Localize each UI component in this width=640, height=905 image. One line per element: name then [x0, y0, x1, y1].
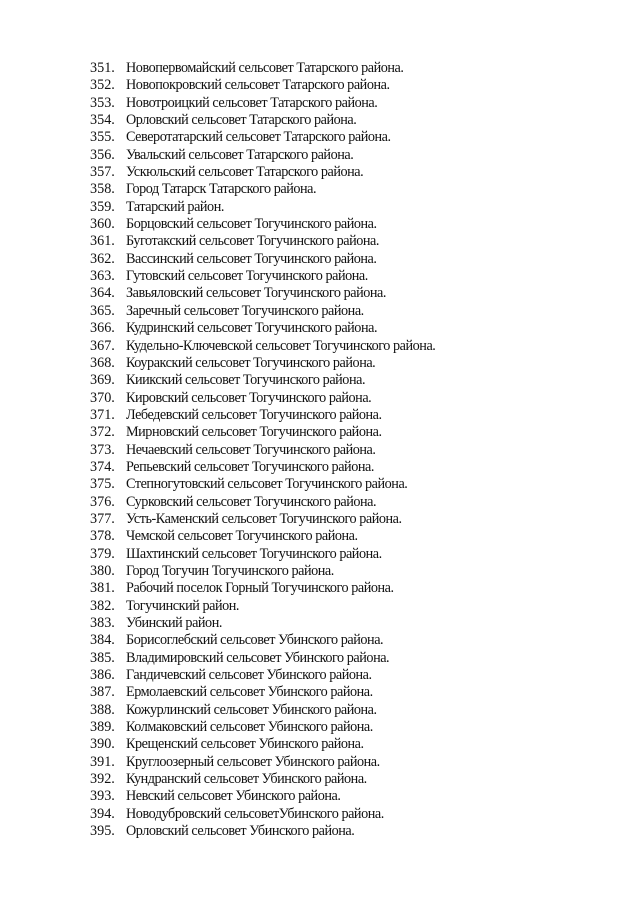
item-text: Борцовский сельсовет Тогучинского района.: [126, 216, 377, 233]
item-number: 391.: [90, 753, 115, 770]
list-item: [90, 181, 610, 198]
item-number: 374.: [90, 458, 115, 475]
item-text: Татарский район.: [126, 198, 224, 215]
item-number: 364.: [90, 285, 115, 302]
item-text: Кировский сельсовет Тогучинского района.: [126, 389, 372, 406]
item-number: 395.: [90, 823, 115, 840]
item-number: 388.: [90, 701, 115, 718]
item-number: 356.: [90, 146, 115, 163]
list-item: [90, 754, 610, 771]
item-number: 353.: [90, 94, 115, 111]
list-item: [90, 632, 610, 649]
list-item: [90, 528, 610, 545]
numbered-list: [90, 60, 610, 840]
item-text: Гутовский сельсовет Тогучинского района.: [126, 268, 368, 285]
list-item: [90, 233, 610, 250]
item-number: 358.: [90, 181, 115, 198]
item-number: 366.: [90, 320, 115, 337]
item-number: 394.: [90, 805, 115, 822]
list-item: [90, 216, 610, 233]
list-item: [90, 338, 610, 355]
item-number: 360.: [90, 216, 115, 233]
list-item: [90, 407, 610, 424]
list-item: [90, 511, 610, 528]
item-number: 380.: [90, 562, 115, 579]
list-item: [90, 494, 610, 511]
list-item: [90, 563, 610, 580]
item-text: Нечаевский сельсовет Тогучинского района.: [126, 441, 376, 458]
item-number: 389.: [90, 719, 115, 736]
item-text: Убинский район.: [126, 615, 222, 631]
list-item: [90, 650, 610, 667]
item-number: 386.: [90, 667, 115, 684]
item-text: Киикский сельсовет Тогучинского района.: [126, 372, 366, 389]
list-item: [90, 788, 610, 805]
item-text: Лебедевский сельсовет Тогучинского района.: [126, 406, 382, 423]
item-number: 351.: [90, 60, 115, 76]
list-item: [90, 823, 610, 840]
list-item: [90, 390, 610, 407]
item-text: Ермолаевский сельсовет Убинского района.: [126, 684, 373, 701]
list-item: [90, 476, 610, 493]
item-text: Шахтинский сельсовет Тогучинского района.: [126, 545, 382, 562]
item-text: Город Татарск Татарского района.: [126, 181, 317, 198]
item-number: 384.: [90, 632, 115, 649]
item-text: Кудельно-Ключевской сельсовет Тогучинского района.: [126, 337, 436, 354]
list-item: [90, 60, 610, 77]
item-text: Крещенский сельсовет Убинского района.: [126, 736, 364, 753]
item-text: Степногутовский сельсовет Тогучинского района.: [126, 476, 408, 493]
item-number: 365.: [90, 302, 115, 319]
item-number: 371.: [90, 406, 115, 423]
list-item: [90, 598, 610, 615]
list-item: [90, 684, 610, 701]
item-text: Орловский сельсовет Татарского района.: [126, 112, 357, 129]
list-item: [90, 95, 610, 112]
list-item: [90, 702, 610, 719]
item-text: Буготакский сельсовет Тогучинского района.: [126, 233, 379, 250]
list-item: [90, 771, 610, 788]
list-item: [90, 667, 610, 684]
item-number: 390.: [90, 736, 115, 753]
item-text: Завьяловский сельсовет Тогучинского района.: [126, 285, 386, 302]
item-number: 393.: [90, 788, 115, 805]
item-number: 382.: [90, 597, 115, 614]
item-text: Рабочий поселок Горный Тогучинского района.: [126, 580, 394, 597]
item-number: 379.: [90, 545, 115, 562]
list-item: [90, 372, 610, 389]
item-number: 381.: [90, 580, 115, 597]
list-item: [90, 199, 610, 216]
item-text: Усть-Каменский сельсовет Тогучинского района.: [126, 510, 402, 527]
item-number: 383.: [90, 615, 115, 631]
item-text: Гандичевский сельсовет Убинского района.: [126, 667, 372, 684]
item-number: 357.: [90, 164, 115, 181]
item-text: Новодубровский сельсоветУбинского района.: [126, 805, 384, 822]
item-text: Кундранский сельсовет Убинского района.: [126, 771, 367, 788]
item-text: Борисоглебский сельсовет Убинского района.: [126, 632, 384, 649]
item-text: Круглоозерный сельсовет Убинского района.: [126, 753, 380, 770]
item-text: Репьевский сельсовет Тогучинского района.: [126, 458, 374, 475]
item-text: Невский сельсовет Убинского района.: [126, 788, 341, 805]
item-text: Сурковский сельсовет Тогучинского района.: [126, 493, 377, 510]
item-number: 355.: [90, 129, 115, 146]
item-number: 369.: [90, 372, 115, 389]
item-number: 376.: [90, 493, 115, 510]
item-text: Мирновский сельсовет Тогучинского района.: [126, 424, 382, 441]
item-number: 385.: [90, 649, 115, 666]
list-item: [90, 147, 610, 164]
list-item: [90, 580, 610, 597]
item-text: Орловский сельсовет Убинского района.: [126, 823, 355, 840]
item-number: 378.: [90, 528, 115, 545]
list-item: [90, 303, 610, 320]
item-text: Кудринский сельсовет Тогучинского района.: [126, 320, 378, 337]
list-item: [90, 251, 610, 268]
item-text: Вассинский сельсовет Тогучинского района.: [126, 250, 377, 267]
item-number: 368.: [90, 354, 115, 371]
list-item: [90, 164, 610, 181]
item-number: 354.: [90, 112, 115, 129]
item-text: Ускюльский сельсовет Татарского района.: [126, 164, 364, 181]
item-text: Новопокровский сельсовет Татарского района.: [126, 77, 390, 94]
item-number: 387.: [90, 684, 115, 701]
item-text: Кожурлинский сельсовет Убинского района.: [126, 701, 377, 718]
item-text: Чемской сельсовет Тогучинского района.: [126, 528, 358, 545]
list-item: [90, 736, 610, 753]
item-text: Заречный сельсовет Тогучинского района.: [126, 302, 364, 319]
list-item: [90, 546, 610, 563]
item-number: 362.: [90, 250, 115, 267]
list-item: [90, 268, 610, 285]
item-text: Город Тогучин Тогучинского района.: [126, 562, 334, 579]
list-item: [90, 424, 610, 441]
list-item: [90, 77, 610, 94]
item-number: 370.: [90, 389, 115, 406]
list-item: [90, 615, 610, 632]
list-item: [90, 355, 610, 372]
item-text: Северотатарский сельсовет Татарского района.: [126, 129, 391, 146]
list-item: [90, 719, 610, 736]
item-number: 377.: [90, 510, 115, 527]
list-item: [90, 806, 610, 823]
item-number: 352.: [90, 77, 115, 94]
item-text: Колмаковский сельсовет Убинского района.: [126, 719, 373, 736]
item-text: Коуракский сельсовет Тогучинского района.: [126, 354, 376, 371]
list-item: [90, 112, 610, 129]
item-text: Новотроицкий сельсовет Татарского района.: [126, 94, 378, 111]
item-text: Увальский сельсовет Татарского района.: [126, 146, 354, 163]
item-number: 375.: [90, 476, 115, 493]
item-number: 367.: [90, 337, 115, 354]
item-number: 373.: [90, 441, 115, 458]
list-item: [90, 129, 610, 146]
list-item: [90, 285, 610, 302]
item-number: 361.: [90, 233, 115, 250]
item-number: 392.: [90, 771, 115, 788]
item-text: Новопервомайский сельсовет Татарского района.: [126, 60, 404, 76]
list-item: [90, 320, 610, 337]
list-item: [90, 459, 610, 476]
item-number: 372.: [90, 424, 115, 441]
item-number: 359.: [90, 198, 115, 215]
item-number: 363.: [90, 268, 115, 285]
item-text: Владимировский сельсовет Убинского района.: [126, 649, 390, 666]
item-text: Тогучинский район.: [126, 597, 239, 614]
list-item: [90, 442, 610, 459]
